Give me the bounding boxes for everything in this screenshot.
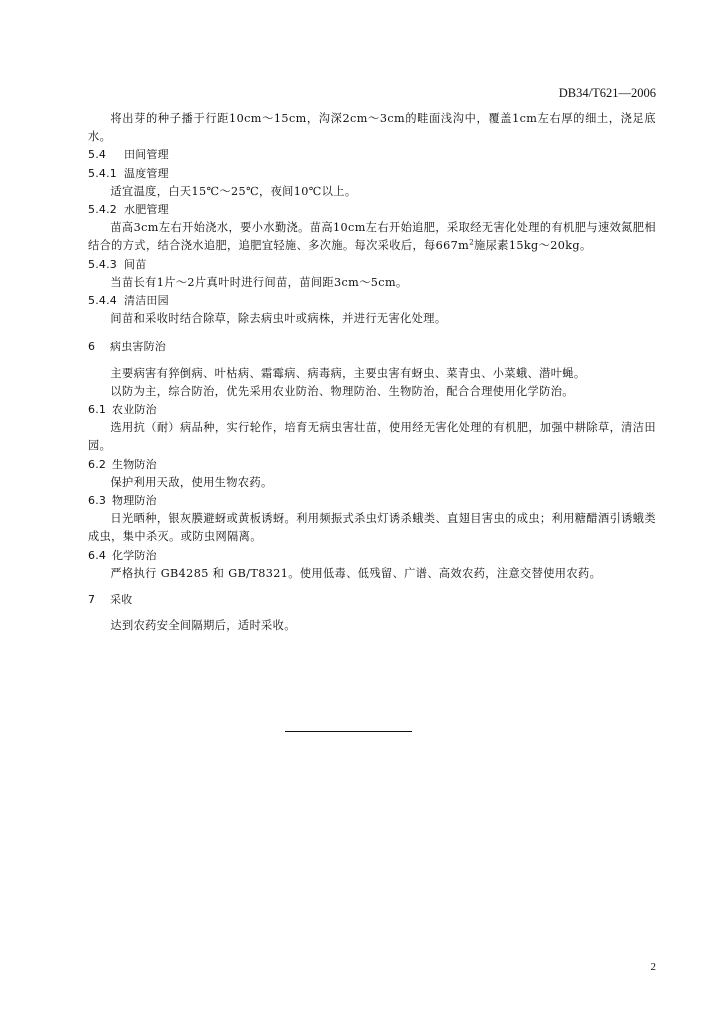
- section-title: 生物防治: [112, 457, 157, 471]
- section-heading-6-3: [88, 492, 656, 510]
- end-of-document-rule: [285, 731, 412, 732]
- section-number: 5.4.1: [88, 166, 117, 180]
- section-heading-6-2: [88, 456, 656, 474]
- section-number: 5.4.3: [88, 257, 117, 271]
- section-text-6-p1: 主要病害有猝倒病、叶枯病、霜霉病、病毒病，主要虫害有蚜虫、菜青虫、小菜蛾、潜叶蝇。: [110, 366, 586, 380]
- section-number: 6.3: [88, 494, 107, 508]
- section-text-5-4-1: 适宜温度，白天15℃～25℃，夜间10℃以上。: [110, 184, 357, 198]
- section-number: 5.4: [88, 148, 107, 162]
- section-text-6-2: 保护利用天敌，使用生物农药。: [110, 475, 273, 489]
- section-title: 水肥管理: [124, 203, 169, 217]
- area-unit-superscript: 2: [469, 238, 475, 247]
- fertilizer-text: 苗高3cm左右开始浇水，要小水勤浇。苗高10cm左右开始追肥，采取经无害化处理的有机肥与速效氮肥相结合的方式，结合浇水追肥，追肥宜轻施、多次施。每次采收后，每667m: [88, 221, 656, 253]
- sowing-paragraph: 将出芽的种子播于行距10cm～15cm，沟深2cm～3cm的畦面浅沟中，覆盖1cm左右厚的细土，浇足底水。: [88, 112, 656, 144]
- fertilizer-text-end: 施尿素15kg～20kg。: [474, 239, 592, 253]
- section-number: 5.4.4: [88, 294, 117, 308]
- section-text-5-4-3: 当苗长有1片～2片真叶时进行间苗，苗间距3cm～5cm。: [110, 275, 408, 289]
- section-heading-7: [88, 591, 656, 609]
- header-rule: [88, 104, 656, 105]
- section-heading-6: [88, 338, 656, 356]
- section-title: 清洁田园: [124, 294, 169, 308]
- section-heading-5-4-2: [88, 201, 656, 219]
- section-number: 6.4: [88, 548, 107, 562]
- page-number: 2: [650, 961, 656, 973]
- section-title: 农业防治: [112, 403, 157, 417]
- section-number: 6.2: [88, 457, 107, 471]
- section-title: 温度管理: [124, 166, 169, 180]
- section-heading-6-4: [88, 547, 656, 565]
- spacer: [88, 357, 656, 365]
- section-text-6-3: 日光晒种，银灰膜避蚜或黄板诱蚜。利用频振式杀虫灯诱杀蛾类、直翅目害虫的成虫；利用糖醋酒引诱蛾类成虫，集中杀灭。或防虫网隔离。: [88, 512, 656, 544]
- section-number: 6.1: [88, 403, 107, 417]
- section-heading-5-4-1: [88, 165, 656, 183]
- section-number: 7: [88, 593, 96, 607]
- section-title: 田间管理: [124, 148, 169, 162]
- standard-code: DB34/T621—2006: [558, 86, 656, 100]
- section-text-5-4-2: [88, 219, 656, 255]
- spacer: [88, 609, 656, 617]
- section-text-6-1: 选用抗（耐）病品种，实行轮作，培育无病虫害壮苗，使用经无害化处理的有机肥，加强中耕除草，清洁田园。: [88, 421, 656, 453]
- section-title: 间苗: [124, 257, 147, 271]
- section-title: 物理防治: [112, 494, 157, 508]
- section-title: 采收: [110, 593, 133, 607]
- section-title: 病虫害防治: [110, 340, 166, 354]
- spacer: [88, 583, 656, 591]
- section-heading-5-4-3: [88, 256, 656, 274]
- section-heading-5-4: [88, 146, 656, 164]
- section-number: 6: [88, 340, 96, 354]
- section-text-5-4-4: 间苗和采收时结合除草，除去病虫叶或病株，并进行无害化处理。: [110, 312, 447, 326]
- section-text-6-p2: 以防为主，综合防治，优先采用农业防治、物理防治、生物防治，配合合理使用化学防治。: [110, 384, 574, 398]
- section-heading-5-4-4: [88, 292, 656, 310]
- section-text-7: 达到农药安全间隔期后，适时采收。: [110, 619, 296, 633]
- section-title: 化学防治: [112, 548, 157, 562]
- section-text-6-4: 严格执行 GB4285 和 GB/T8321。使用低毒、低残留、广谱、高效农药，注意交替使用农药。: [110, 566, 602, 580]
- document-body: [88, 110, 656, 635]
- spacer: [88, 328, 656, 338]
- section-number: 5.4.2: [88, 203, 117, 217]
- section-heading-6-1: [88, 401, 656, 419]
